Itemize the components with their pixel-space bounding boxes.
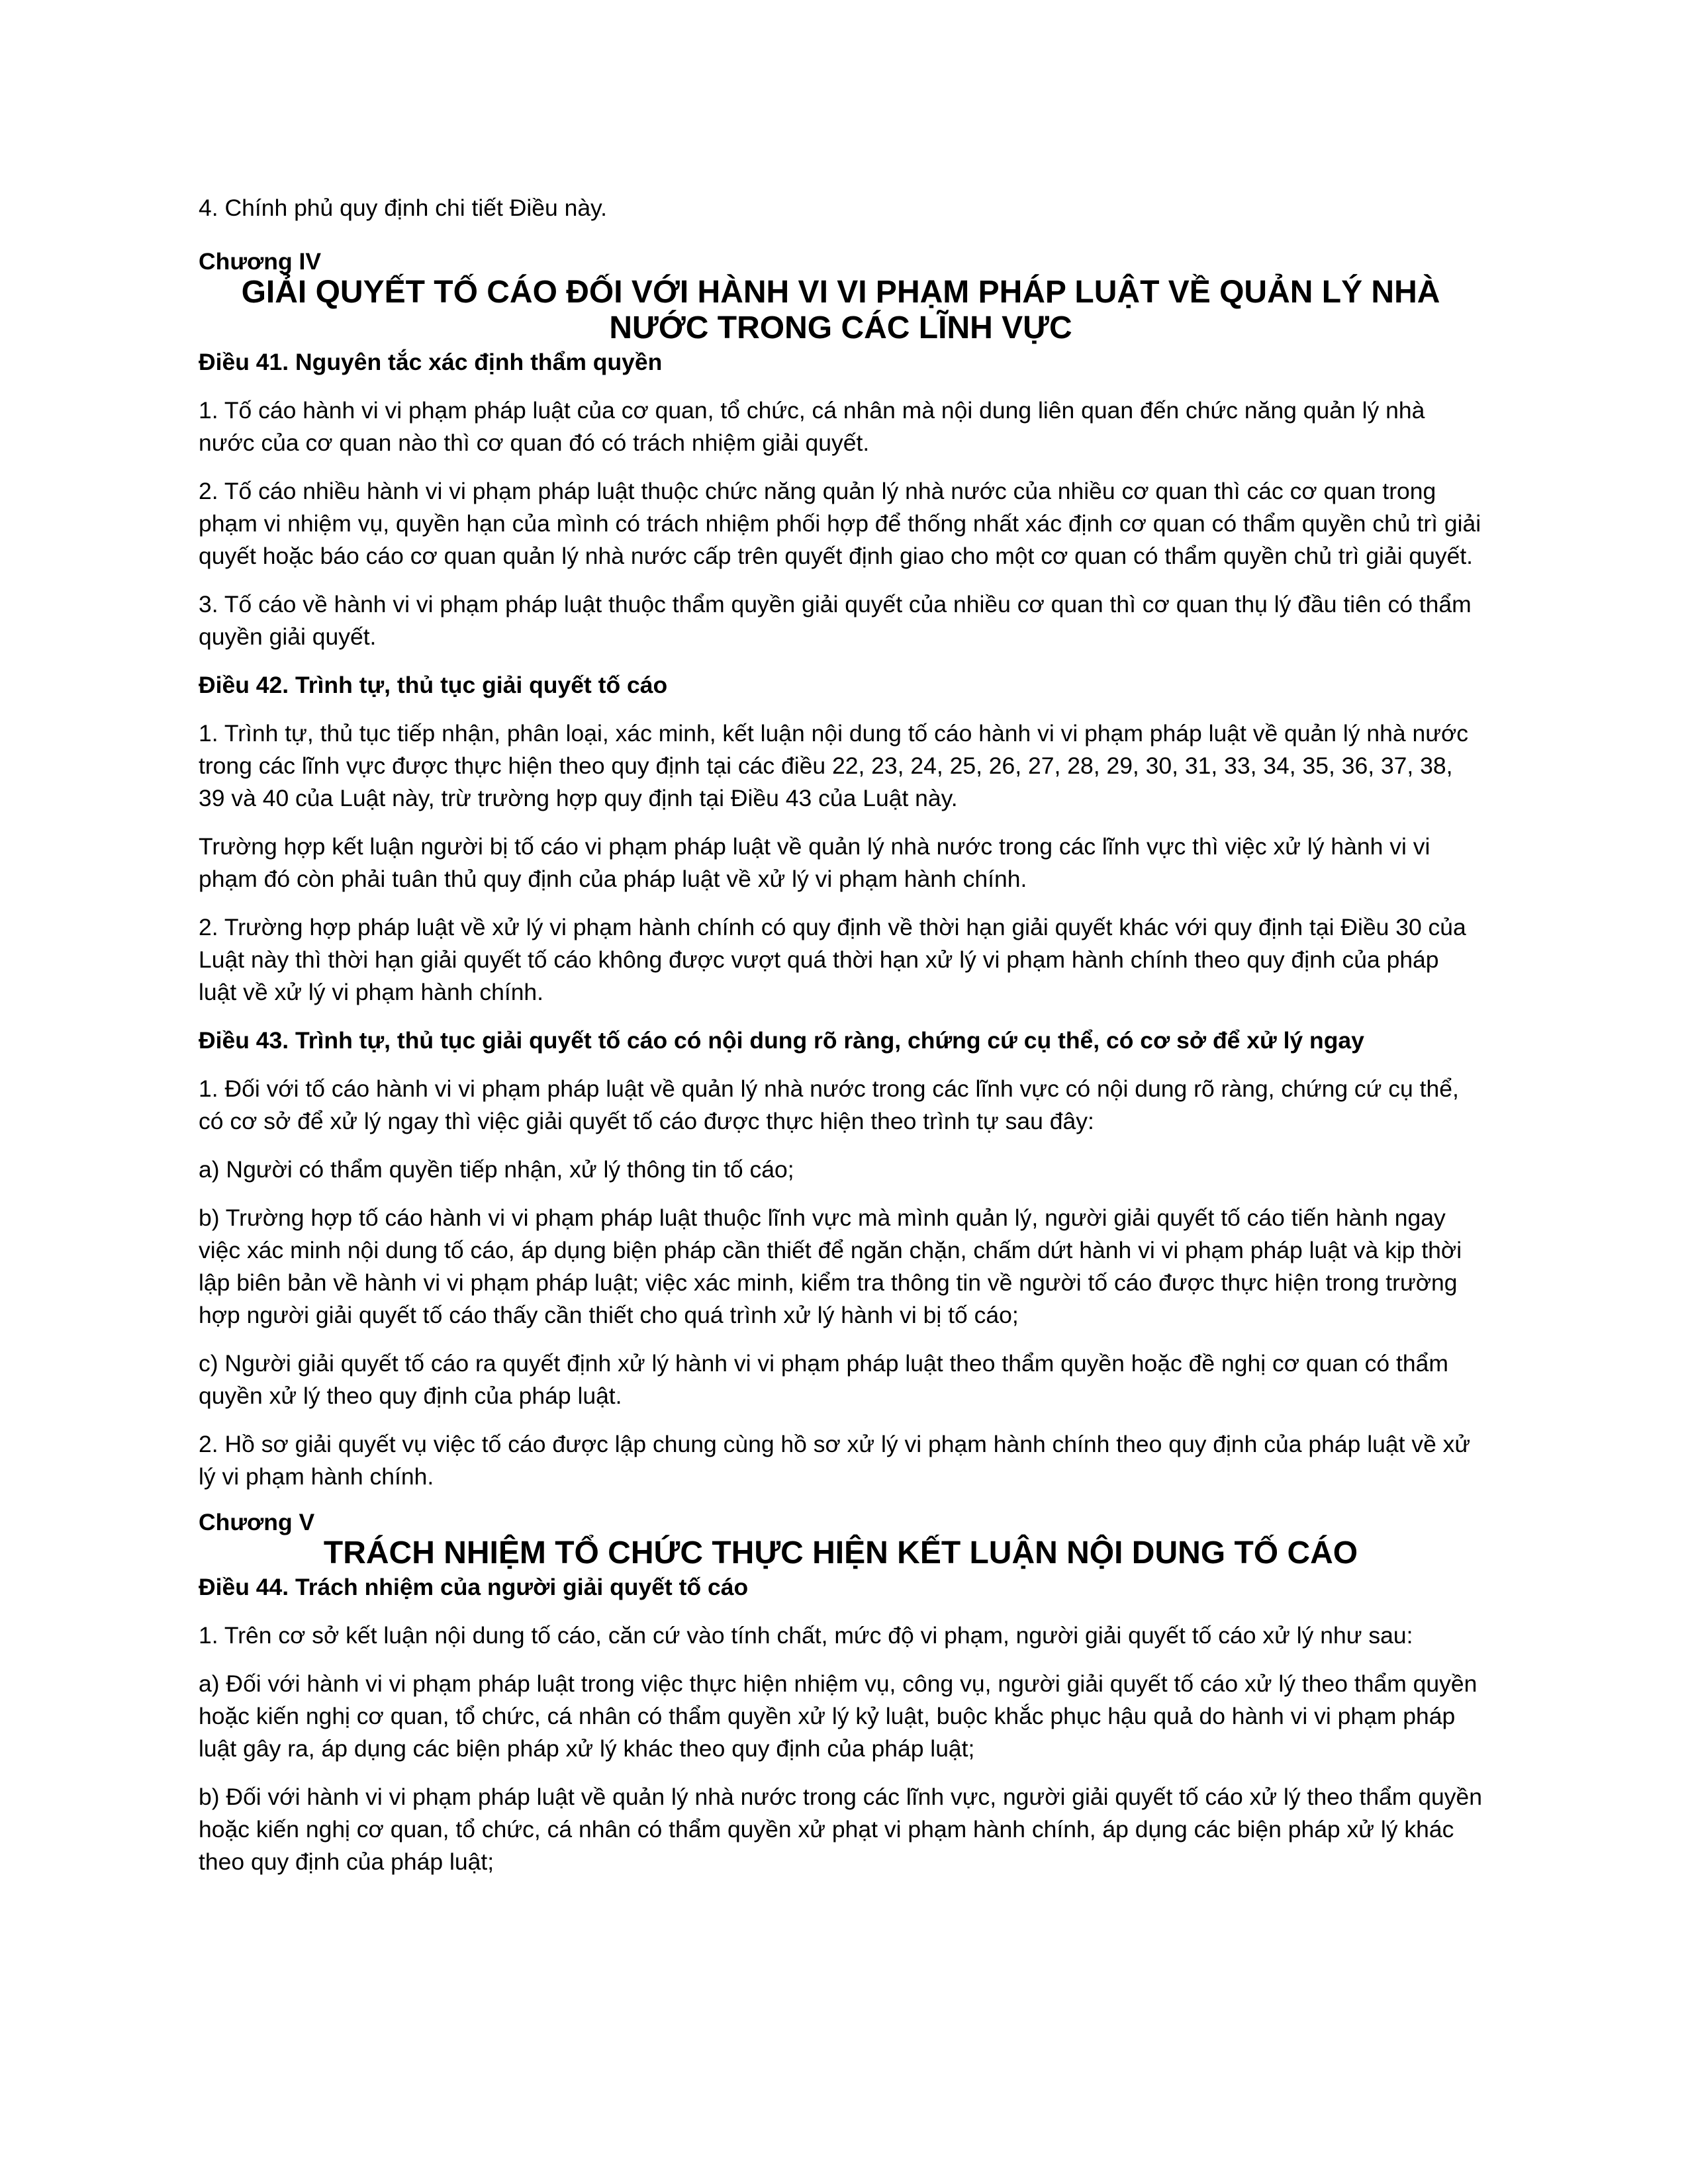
- chapter-label: Chương IV: [199, 248, 322, 275]
- document-page: [199, 192, 1483, 1894]
- lead-paragraph: 4. Chính phủ quy định chi tiết Điều này.: [199, 195, 608, 221]
- paragraph: 1. Tố cáo hành vi vi phạm pháp luật của cơ quan, tổ chức, cá nhân mà nội dung liên quan đến chức năng quản lý nhà nước của cơ quan nào thì cơ quan đó có trách nhiệm giải quyết.: [199, 397, 1425, 456]
- article-41: [199, 346, 1483, 653]
- list-item: c) Người giải quyết tố cáo ra quyết định xử lý hành vi vi phạm pháp luật theo thẩm quyền hoặc đề nghị cơ quan có thẩm quyền xử lý theo quy định của pháp luật.: [199, 1350, 1448, 1409]
- article-43: [199, 1024, 1483, 1493]
- chapter-5: [199, 1509, 1483, 1571]
- article-42: [199, 669, 1483, 1009]
- paragraph: 1. Đối với tố cáo hành vi vi phạm pháp luật về quản lý nhà nước trong các lĩnh vực có nội dung rõ ràng, chứng cứ cụ thể, có cơ sở để xử lý ngay thì việc giải quyết tố cáo được thực hiện theo trình tự sau đây:: [199, 1075, 1459, 1134]
- list-item: a) Người có thẩm quyền tiếp nhận, xử lý thông tin tố cáo;: [199, 1156, 794, 1183]
- chapter-title: TRÁCH NHIỆM TỔ CHỨC THỰC HIỆN KẾT LUẬN NỘI DUNG TỐ CÁO: [323, 1535, 1358, 1570]
- paragraph: 1. Trình tự, thủ tục tiếp nhận, phân loại, xác minh, kết luận nội dung tố cáo hành vi vi phạm pháp luật về quản lý nhà nước trong các lĩnh vực được thực hiện theo quy định tại các điều 22, 23, 24, 25, 26, 27, 28, 29, 30, 31, 33, 34, 35, 36, 37, 38, 39 và 40 của Luật này, trừ trường hợp quy định tại Điều 43 của Luật này.: [199, 720, 1469, 811]
- list-item: b) Trường hợp tố cáo hành vi vi phạm pháp luật thuộc lĩnh vực mà mình quản lý, người giải quyết tố cáo tiến hành ngay việc xác minh nội dung tố cáo, áp dụng biện pháp cần thiết để ngăn chặn, chấm dứt hành vi vi phạm pháp luật và kịp thời lập biên bản về hành vi vi phạm pháp luật; việc xác minh, kiểm tra thông tin về người tố cáo được thực hiện trong trường hợp người giải quyết tố cáo thấy cần thiết cho quá trình xử lý hành vi bị tố cáo;: [199, 1205, 1462, 1328]
- paragraph: Trường hợp kết luận người bị tố cáo vi phạm pháp luật về quản lý nhà nước trong các lĩnh vực thì việc xử lý hành vi vi phạm đó còn phải tuân thủ quy định của pháp luật về xử lý vi phạm hành chính.: [199, 833, 1430, 892]
- article-heading: Điều 43. Trình tự, thủ tục giải quyết tố cáo có nội dung rõ ràng, chứng cứ cụ thể, có cơ sở để xử lý ngay: [199, 1027, 1364, 1054]
- article-44: [199, 1571, 1483, 1878]
- paragraph: 2. Trường hợp pháp luật về xử lý vi phạm hành chính có quy định về thời hạn giải quyết khác với quy định tại Điều 30 của Luật này thì thời hạn giải quyết tố cáo không được vượt quá thời hạn xử lý vi phạm hành chính theo quy định của pháp luật về xử lý vi phạm hành chính.: [199, 914, 1466, 1005]
- list-item: a) Đối với hành vi vi phạm pháp luật trong việc thực hiện nhiệm vụ, công vụ, người giải quyết tố cáo xử lý theo thẩm quyền hoặc kiến nghị cơ quan, tổ chức, cá nhân có thẩm quyền xử lý kỷ luật, buộc khắc phục hậu quả do hành vi vi phạm pháp luật gây ra, áp dụng các biện pháp xử lý khác theo quy định của pháp luật;: [199, 1670, 1477, 1762]
- article-heading: Điều 42. Trình tự, thủ tục giải quyết tố cáo: [199, 672, 668, 698]
- list-item: b) Đối với hành vi vi phạm pháp luật về quản lý nhà nước trong các lĩnh vực, người giải quyết tố cáo xử lý theo thẩm quyền hoặc kiến nghị cơ quan, tổ chức, cá nhân có thẩm quyền xử phạt vi phạm hành chính, áp dụng các biện pháp xử lý khác theo quy định của pháp luật;: [199, 1784, 1482, 1875]
- chapter-title: GIẢI QUYẾT TỐ CÁO ĐỐI VỚI HÀNH VI VI PHẠM PHÁP LUẬT VỀ QUẢN LÝ NHÀ NƯỚC TRONG CÁC LĨNH VỰC: [241, 275, 1440, 345]
- paragraph: 3. Tố cáo về hành vi vi phạm pháp luật thuộc thẩm quyền giải quyết của nhiều cơ quan thì cơ quan thụ lý đầu tiên có thẩm quyền giải quyết.: [199, 591, 1472, 650]
- paragraph: 2. Tố cáo nhiều hành vi vi phạm pháp luật thuộc chức năng quản lý nhà nước của nhiều cơ quan thì các cơ quan trong phạm vi nhiệm vụ, quyền hạn của mình có trách nhiệm phối hợp để thống nhất xác định cơ quan có thẩm quyền chủ trì giải quyết hoặc báo cáo cơ quan quản lý nhà nước cấp trên quyết định giao cho một cơ quan có thẩm quyền chủ trì giải quyết.: [199, 478, 1481, 569]
- paragraph: 1. Trên cơ sở kết luận nội dung tố cáo, căn cứ vào tính chất, mức độ vi phạm, người giải quyết tố cáo xử lý như sau:: [199, 1622, 1413, 1649]
- paragraph: 2. Hồ sơ giải quyết vụ việc tố cáo được lập chung cùng hồ sơ xử lý vi phạm hành chính theo quy định của pháp luật về xử lý vi phạm hành chính.: [199, 1431, 1471, 1490]
- chapter-label: Chương V: [199, 1509, 315, 1535]
- article-heading: Điều 41. Nguyên tắc xác định thẩm quyền: [199, 349, 663, 375]
- chapter-4: [199, 248, 1483, 346]
- article-heading: Điều 44. Trách nhiệm của người giải quyết tố cáo: [199, 1574, 749, 1600]
